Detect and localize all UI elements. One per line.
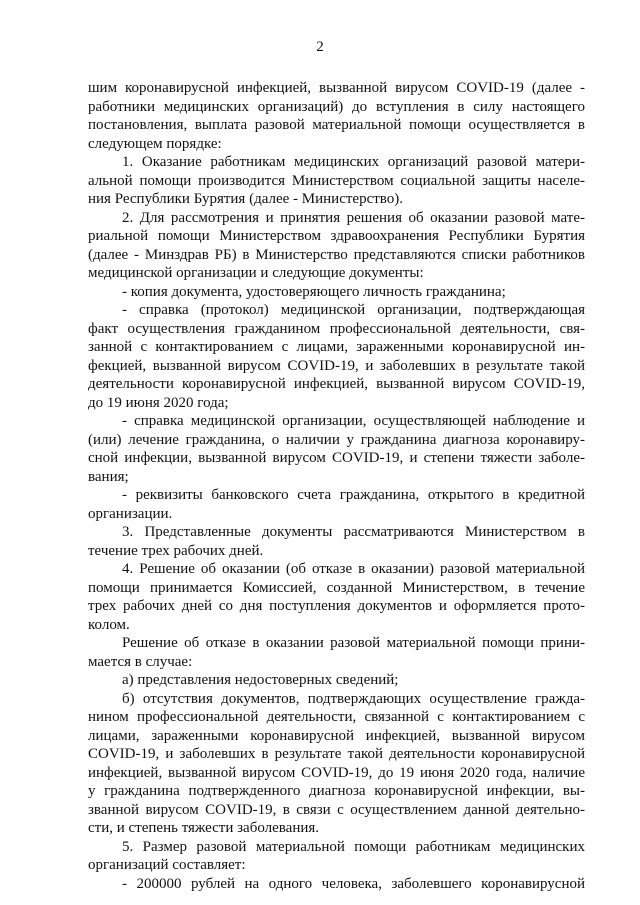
text-line: б) отсутствия документов, подтверждающих осуществление гражда-	[122, 690, 585, 707]
text-line: шим коронавирусной инфекцией, вызванной вирусом COVID-19 (далее -	[88, 80, 585, 96]
text-line: 3. Представленные документы рассматриваются Министерством в	[122, 524, 585, 540]
text-line: мается в случае:	[88, 653, 193, 670]
text-line: риальной помощи Министерством здравоохранения Республики Бурятия	[88, 228, 585, 244]
text-line: у гражданина подтвержденного диагноза коронавирусной инфекции, вы-	[88, 783, 585, 799]
text-line: сной инфекции, вызванной вирусом COVID-19, и степени тяжести заболе-	[88, 450, 585, 466]
text-line: работники медицинских организаций) до вступления в силу настоящего	[88, 98, 585, 115]
text-line: до 19 июня 2020 года;	[88, 394, 229, 411]
text-line: званной вирусом COVID-19, в связи с осуществлением данной деятельно-	[88, 801, 585, 818]
text-line: 5. Размер разовой материальной помощи работникам медицинских	[122, 838, 585, 855]
text-line: COVID-19, и заболевших в результате такой деятельности коронавирусной	[88, 746, 585, 762]
text-line: а) представления недостоверных сведений;	[122, 672, 399, 688]
text-line: трех рабочих дней со дня поступления документов и оформляется прото-	[88, 598, 585, 614]
text-line: постановления, выплата разовой материальной помощи осуществляется в	[88, 117, 585, 133]
text-line: организации.	[88, 505, 173, 522]
text-line: - реквизиты банковского счета гражданина, открытого в кредитной	[122, 487, 585, 503]
text-line: - справка медицинской организации, осуществляющей наблюдение и	[122, 413, 585, 429]
document-body	[88, 79, 585, 893]
text-line: деятельности коронавирусной инфекцией, вызванной вирусом COVID-19,	[88, 376, 585, 392]
text-line: течение трех рабочих дней.	[88, 542, 264, 559]
text-line: вания;	[88, 468, 129, 485]
text-line: занной с контактированием с лицами, зараженными коронавирусной ин-	[88, 339, 585, 355]
text-line: 1. Оказание работникам медицинских организаций разовой матери-	[122, 154, 585, 170]
text-line: нином профессиональной деятельности, связанной с контактированием с	[88, 709, 585, 725]
text-line: альной помощи производится Министерством социальной защиты населе-	[88, 172, 585, 189]
text-line: колом.	[88, 616, 130, 633]
text-line: - 200000 рублей на одного человека, заболевшего коронавирусной	[122, 875, 585, 892]
text-line: лицами, зараженными коронавирусной инфекцией, вызванной вирусом	[88, 727, 585, 744]
text-line: (или) лечение гражданина, о наличии у гражданина диагноза коронавиру-	[88, 431, 585, 448]
text-line: следующем порядке:	[88, 135, 222, 152]
text-line: помощи принимается Комиссией, созданной Министерством, в течение	[88, 579, 585, 596]
text-line: 2. Для рассмотрения и принятия решения об оказании разовой мате-	[122, 209, 585, 226]
text-line: организаций составляет:	[88, 857, 246, 873]
text-line: медицинской организации и следующие документы:	[88, 265, 424, 281]
text-line: (далее - Минздрав РБ) в Министерство представляются списки работников	[88, 246, 585, 263]
text-line: фекцией, вызванной вирусом COVID-19, и заболевших в результате такой	[88, 357, 585, 374]
text-line: - копия документа, удостоверяющего личность гражданина;	[122, 283, 506, 300]
text-line: Решение об отказе в оказании разовой материальной помощи прини-	[122, 635, 585, 651]
page-number: 2	[316, 39, 324, 55]
text-line: - справка (протокол) медицинской организации, подтверждающая	[122, 302, 585, 318]
text-line: факт осуществления гражданином профессиональной деятельности, свя-	[88, 320, 585, 337]
text-line: сти, и степень тяжести заболевания.	[88, 820, 320, 836]
text-line: инфекцией, вызванной вирусом COVID-19, до 19 июня 2020 года, наличие	[88, 764, 585, 781]
text-line: 4. Решение об оказании (об отказе в оказании) разовой материальной	[122, 561, 585, 577]
text-line: ния Республики Бурятия (далее - Министерство).	[88, 191, 404, 207]
